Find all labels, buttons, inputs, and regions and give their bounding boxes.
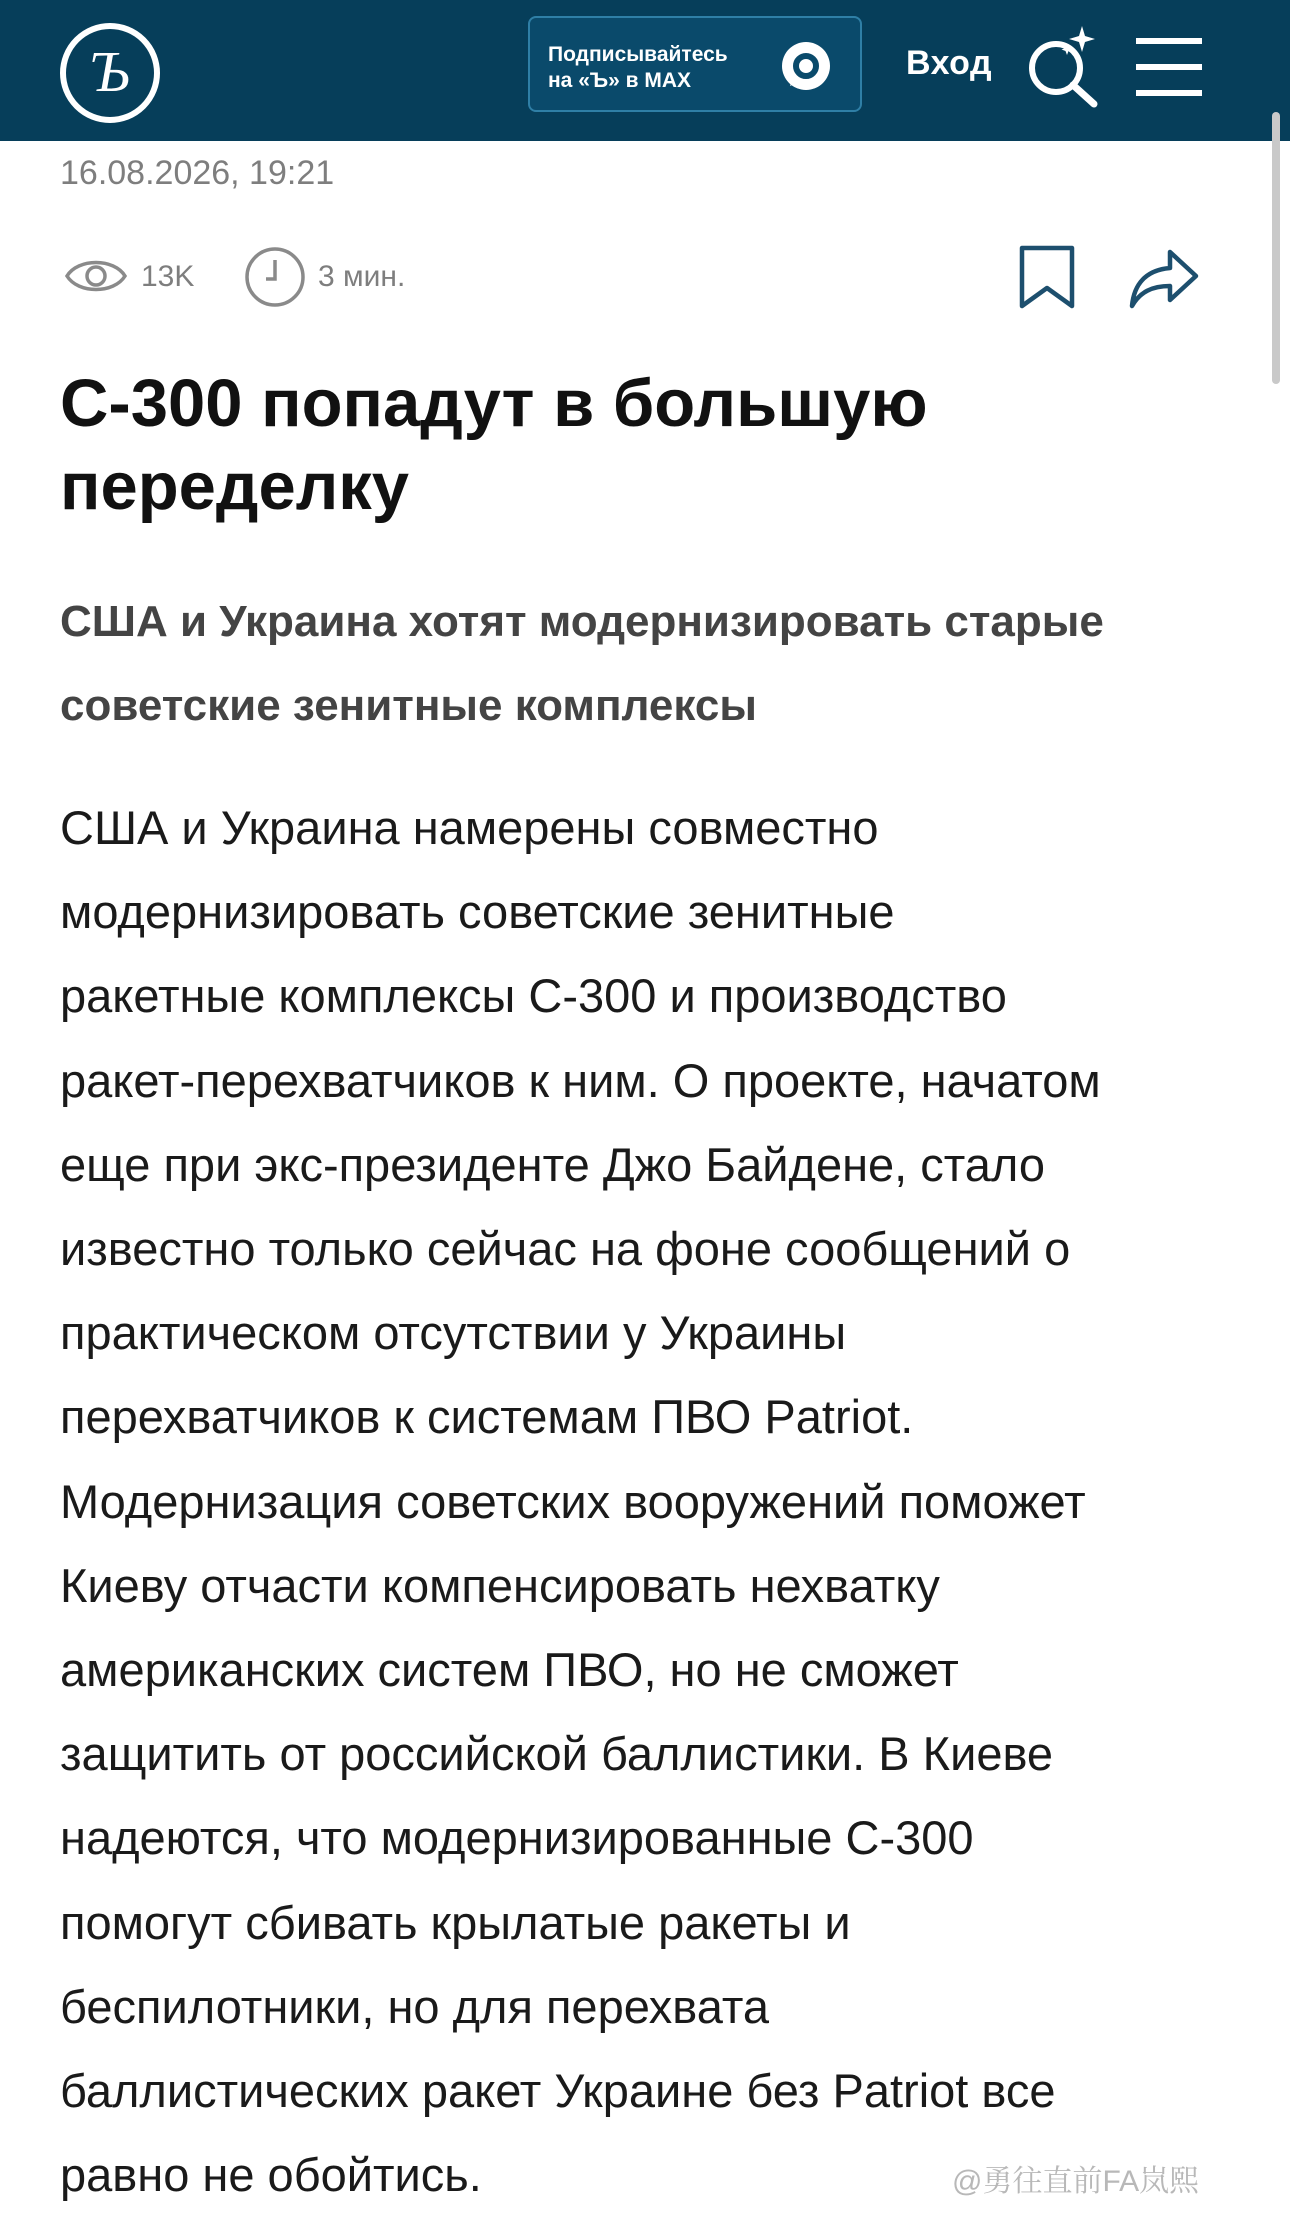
- views-count: 13K: [141, 260, 195, 293]
- subscribe-line-2: на «Ъ» в MAX: [548, 69, 692, 92]
- body-line: ракет-перехватчиков к ним. О проекте, начатом: [60, 1053, 1101, 1107]
- bookmark-icon[interactable]: [1016, 244, 1078, 310]
- body-line: США и Украина намерены совместно: [60, 801, 879, 854]
- read-time: 3 мин.: [318, 260, 406, 293]
- body-line: известно только сейчас на фоне сообщений о: [60, 1222, 1071, 1276]
- body-line: надеются, что модернизированные С-300: [60, 1811, 974, 1865]
- svg-text:Ъ: Ъ: [90, 39, 130, 104]
- body-line: американских систем ПВО, но не сможет: [60, 1643, 959, 1697]
- article-subtitle: США и Украина хотят модернизировать старые советские зенитные комплексы: [60, 597, 1104, 730]
- chat-bubble-icon: [778, 38, 834, 94]
- eye-icon: [64, 254, 128, 298]
- scrollbar[interactable]: [1272, 112, 1280, 384]
- ai-search-icon[interactable]: [1022, 22, 1102, 108]
- body-line: Киеву отчасти компенсировать нехватку: [60, 1558, 940, 1612]
- subscribe-line-1: Подписывайтесь: [548, 43, 728, 66]
- article-title: С-300 попадут в большую переделку: [60, 366, 928, 524]
- publish-date: 16.08.2026, 19:21: [60, 154, 335, 192]
- body-line: помогут сбивать крылатые ракеты и: [60, 1895, 851, 1949]
- body-line: модернизировать советские зенитные: [60, 885, 895, 939]
- body-line: защитить от российской баллистики. В Киеве: [60, 1727, 1054, 1781]
- body-line: баллистических ракет Украине без Patriot все: [60, 2064, 1056, 2118]
- body-line: равно не обойтись.: [60, 2148, 482, 2202]
- body-line: перехватчиков к системам ПВО Patriot.: [60, 1390, 914, 1444]
- body-line: ракетные комплексы С-300 и производство: [60, 969, 1007, 1023]
- article-body: [60, 786, 1240, 2217]
- share-icon[interactable]: [1128, 248, 1200, 310]
- login-link[interactable]: Вход: [906, 44, 993, 82]
- body-line: беспилотники, но для перехвата: [60, 1979, 769, 2033]
- kommersant-logo-icon[interactable]: [60, 23, 160, 123]
- subscribe-max-button[interactable]: [528, 16, 862, 112]
- clock-icon: [244, 246, 306, 308]
- watermark: @勇往直前FA岚熙: [952, 2165, 1200, 2198]
- body-line: еще при экс-президенте Джо Байдене, стало: [60, 1137, 1046, 1191]
- menu-icon[interactable]: [1136, 36, 1202, 98]
- body-line: Модернизация советских вооружений поможет: [60, 1474, 1086, 1528]
- top-bar: [0, 0, 1290, 141]
- body-line: практическом отсутствии у Украины: [60, 1306, 847, 1360]
